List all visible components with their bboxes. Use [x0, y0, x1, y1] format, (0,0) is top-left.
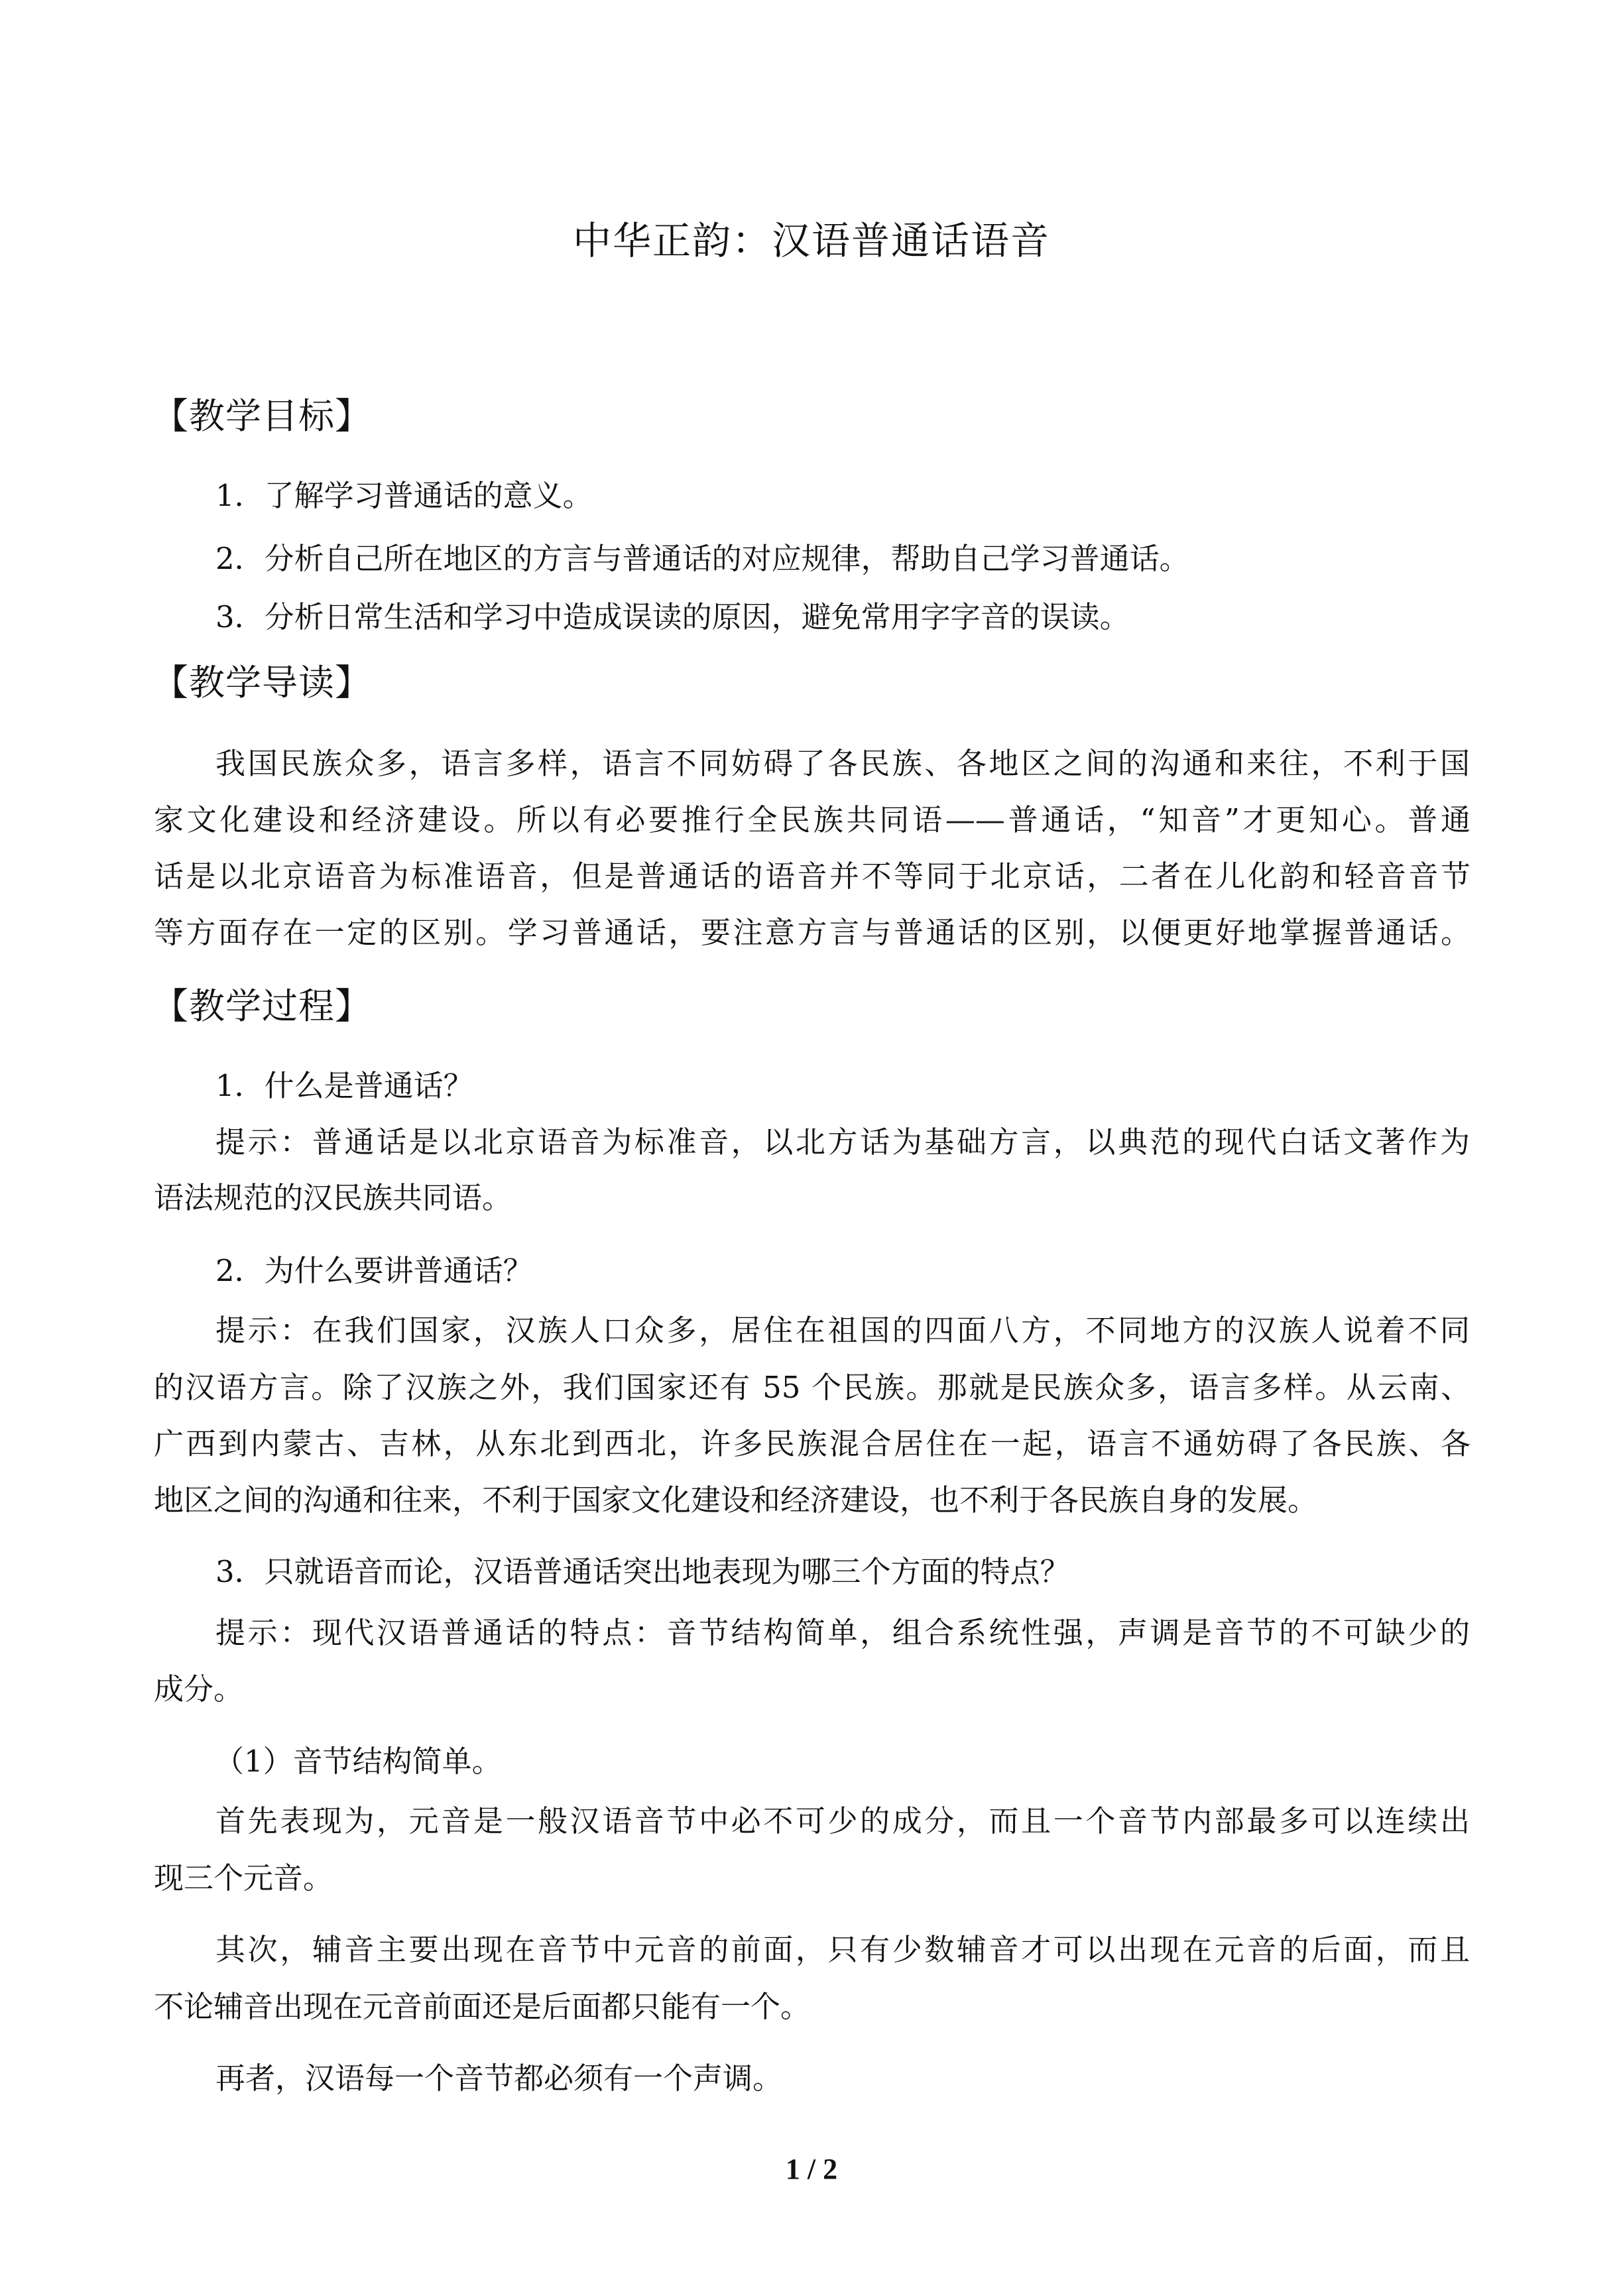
answer-line: 成分。: [154, 1671, 244, 1707]
goal-item: 3．分析日常生活和学习中造成误读的原因，避免常用字字音的误读。: [215, 599, 1130, 634]
goal-item: 1．了解学习普通话的意义。: [215, 478, 593, 513]
answer-line: 广西到内蒙古、吉林，从东北到西北，许多民族混合居住在一起，语言不通妨碍了各民族、各: [154, 1426, 1471, 1461]
answer-line: 提示：普通话是以北京语音为标准音，以北方话为基础方言，以典范的现代白话文著作为: [215, 1124, 1470, 1160]
intro-line: 话是以北京语音为标准语音，但是普通话的语音并不等同于北京话，二者在儿化韵和轻音音节: [154, 859, 1471, 894]
section-heading-process: 【教学过程】: [152, 985, 371, 1027]
answer-line: 提示：在我们国家，汉族人口众多，居住在祖国的四面八方，不同地方的汉族人说着不同: [215, 1313, 1470, 1348]
section-heading-intro: 【教学导读】: [152, 662, 371, 703]
paragraph-line: 再者，汉语每一个音节都必须有一个声调。: [215, 2061, 783, 2096]
goal-item: 2．分析自己所在地区的方言与普通话的对应规律，帮助自己学习普通话。: [215, 541, 1189, 576]
question: 2．为什么要讲普通话？: [215, 1253, 533, 1288]
question: 3．只就语音而论，汉语普通话突出地表现为哪三个方面的特点？: [215, 1554, 1070, 1589]
answer-line: 提示：现代汉语普通话的特点：音节结构简单，组合系统性强，声调是音节的不可缺少的: [215, 1615, 1470, 1650]
question: 1．什么是普通话？: [215, 1068, 473, 1103]
paragraph-line: 首先表现为，元音是一般汉语音节中必不可少的成分，而且一个音节内部最多可以连续出: [215, 1803, 1470, 1839]
section-heading-goals: 【教学目标】: [152, 395, 371, 437]
answer-line: 语法规范的汉民族共同语。: [154, 1180, 512, 1215]
paragraph-line: 现三个元音。: [154, 1860, 333, 1896]
subheading: （1）音节结构简单。: [214, 1744, 502, 1779]
answer-line: 的汉语方言。除了汉族之外，我们国家还有 55 个民族。那就是民族众多，语言多样。从云南、: [154, 1370, 1471, 1405]
intro-line: 家文化建设和经济建设。所以有必要推行全民族共同语——普通话，“知音”才更知心。普通: [154, 802, 1471, 837]
paragraph-line: 其次，辅音主要出现在音节中元音的前面，只有少数辅音才可以出现在元音的后面，而且: [215, 1932, 1470, 1967]
answer-line: 地区之间的沟通和往来，不利于国家文化建设和经济建设，也不利于各民族自身的发展。: [154, 1482, 1318, 1518]
intro-line: 等方面存在一定的区别。学习普通话，要注意方言与普通话的区别，以便更好地掌握普通话。: [154, 915, 1471, 950]
page-title: 中华正韵：汉语普通话语音: [572, 218, 1050, 263]
page-number: 1 / 2: [785, 2153, 838, 2185]
paragraph-line: 不论辅音出现在元音前面还是后面都只能有一个。: [154, 1989, 811, 2024]
intro-line: 我国民族众多，语言多样，语言不同妨碍了各民族、各地区之间的沟通和来往，不利于国: [215, 746, 1470, 781]
